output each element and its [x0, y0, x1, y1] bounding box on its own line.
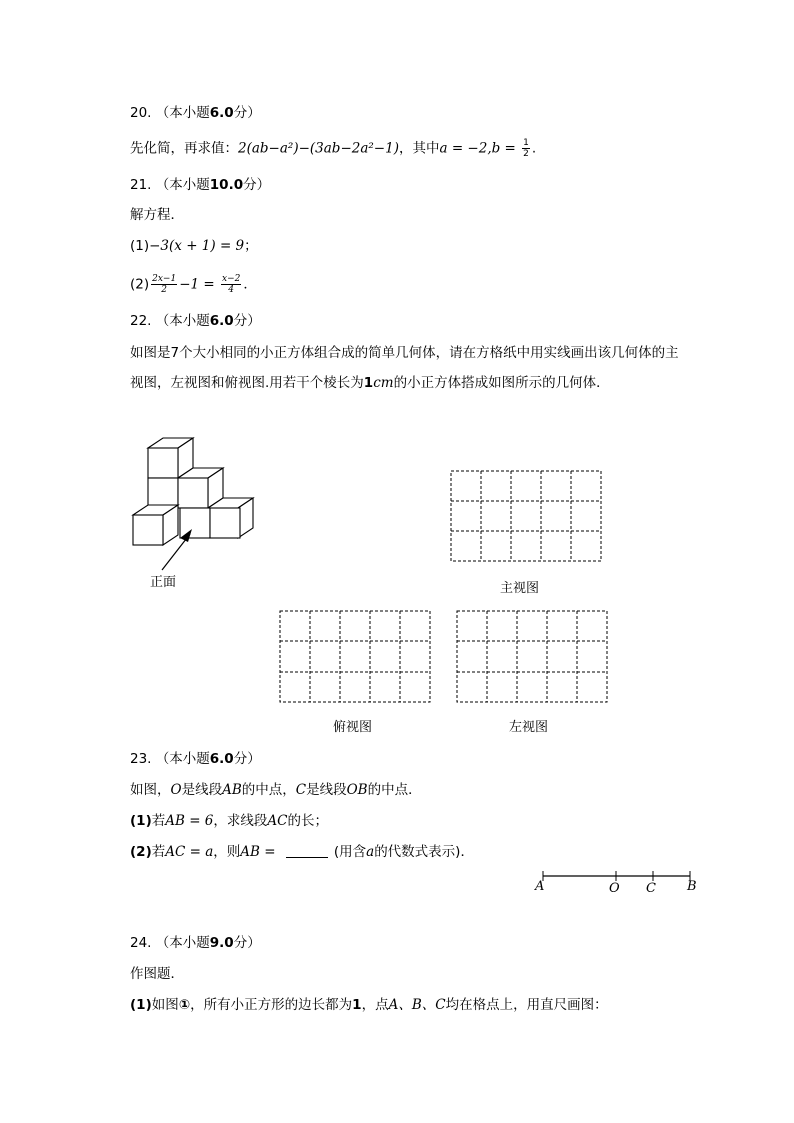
q21-header-pre: （本小题 [155, 177, 210, 193]
q23-p2-AB: AB = [240, 844, 280, 860]
q21-p2-frac2 [221, 274, 241, 295]
q22-line2-unit: cm [373, 375, 394, 391]
q23-line1-b: 的中点， [241, 782, 296, 798]
q22-number: 22. [130, 313, 152, 329]
q20-header [130, 104, 261, 122]
q23-p2-note-a: a [366, 844, 375, 860]
q22-line2-post: 的小正方体搭成如图所示的几何体． [393, 375, 610, 391]
q20-frac-num: 1 [523, 138, 529, 148]
cube-front-face [210, 508, 240, 538]
q20-text-end: . [531, 140, 537, 157]
q20-text [130, 138, 536, 159]
front-label: 正面 [150, 575, 177, 590]
q20-text-pre: 先化简，再求值： [130, 140, 238, 157]
q23-header-post: 分） [233, 751, 261, 767]
q23-p2-eq: AC = a [165, 844, 214, 860]
grid-main-view [451, 471, 601, 561]
q20-fraction [522, 138, 530, 159]
q21-number: 21. [130, 177, 152, 193]
q23-p1-AC: AC [267, 813, 288, 829]
point-A-label: A [535, 879, 545, 894]
q23-p2-pre: 若 [151, 844, 166, 860]
q23-segment-figure [0, 866, 794, 906]
q22-line2-pre: 视图，左视图和俯视图.用若干个棱长为 [130, 375, 364, 391]
q24-score: 9.0 [209, 935, 234, 951]
q23-p1-label: (1) [130, 813, 152, 829]
q23-C: C [295, 782, 307, 798]
q21-p2-label: (2) [130, 276, 150, 293]
q21-p1-label: (1) [130, 238, 150, 254]
q23-line1-a: 是线段 [181, 782, 223, 798]
q20-expression: 2(ab−a²)−(3ab−2a²−1) [238, 140, 399, 157]
q24-header-post: 分） [233, 935, 261, 951]
q24-points: A、B、C [388, 997, 446, 1013]
q23-p1-eq: AB = 6 [165, 813, 214, 829]
q21-p1-equation: −3(x + 1) = 9 [149, 238, 245, 254]
q21-p2-den2: 4 [228, 285, 235, 295]
point-C-label: C [646, 881, 656, 896]
q23-score: 6.0 [209, 751, 234, 767]
q24-p1-pre: 如图 [151, 997, 179, 1013]
q21-score: 10.0 [209, 177, 244, 193]
q23-p2-note-pre: (用含 [333, 844, 367, 860]
q22-header-post: 分） [233, 313, 261, 329]
q23-p2-mid: ，则 [213, 844, 241, 860]
q21-part2 [130, 274, 257, 295]
q23-p1-pre: 若 [151, 813, 166, 829]
q23-line1 [130, 781, 422, 799]
point-B-label: B [687, 879, 697, 894]
q20-number: 20. [130, 105, 152, 121]
point-O-label: O [609, 881, 620, 896]
q24-p1-end: 均在格点上，用直尺画图： [445, 997, 608, 1013]
q23-p1-end: 的长； [287, 813, 328, 829]
cube-front-face [178, 478, 208, 508]
q21-header-post: 分） [243, 177, 271, 193]
q20-score: 6.0 [209, 105, 234, 121]
q23-header [130, 750, 261, 768]
cube-solid [133, 438, 253, 545]
q24-p1-mid2: ，点 [361, 997, 389, 1013]
q23-part1 [130, 812, 328, 830]
q24-p1-circle: ① [178, 997, 191, 1013]
q23-p2-note-post: 的代数式表示)． [374, 844, 474, 860]
q24-instruction: 作图题． [130, 966, 184, 982]
q23-OB: OB [346, 782, 368, 798]
q21-part1 [130, 237, 258, 255]
q20-header-post: 分） [233, 105, 261, 121]
q21-instruction: 解方程． [130, 207, 184, 223]
q21-p2-mid: −1 = [179, 276, 219, 293]
q20-text-mid: ，其中 [398, 140, 440, 157]
q24-p1-label: (1) [130, 997, 152, 1013]
q22-score: 6.0 [209, 313, 234, 329]
q23-O: O [170, 782, 182, 798]
q23-line1-pre: 如图， [130, 782, 171, 798]
q24-header [130, 934, 261, 952]
q21-p2-num2: x−2 [222, 274, 241, 284]
q21-p2-end: ． [243, 276, 257, 293]
q23-answer-blank[interactable] [286, 845, 328, 858]
q21-p2-num1: 2x−1 [152, 274, 177, 284]
q23-line1-c: 是线段 [306, 782, 347, 798]
q21-p1-end: ； [244, 238, 258, 254]
q23-header-pre: （本小题 [155, 751, 210, 767]
q24-part1 [130, 996, 608, 1014]
main-view-label: 主视图 [500, 581, 540, 596]
cube-front-face [148, 448, 178, 478]
q22-line2 [130, 374, 610, 392]
q24-header-pre: （本小题 [155, 935, 210, 951]
q22-line2-num: 1 [363, 375, 374, 391]
q21-p2-frac1 [151, 274, 177, 295]
q22-header-pre: （本小题 [155, 313, 210, 329]
top-view-label: 俯视图 [333, 720, 373, 735]
q23-part2 [130, 843, 474, 861]
q22-figure [0, 430, 794, 760]
q23-number: 23. [130, 751, 152, 767]
q23-p2-label: (2) [130, 844, 152, 860]
q22-header [130, 312, 261, 330]
cube-front-face [180, 508, 210, 538]
q20-frac-den: 2 [523, 149, 529, 159]
cube-front-face [148, 478, 178, 508]
grid-left-view [457, 611, 607, 702]
left-view-label: 左视图 [509, 720, 549, 735]
q24-number: 24. [130, 935, 152, 951]
q24-p1-one: 1 [352, 997, 362, 1013]
q21-header [130, 176, 270, 194]
grid-top-view [280, 611, 430, 702]
cube-front-face [133, 515, 163, 545]
q23-AB: AB [222, 782, 242, 798]
q22-line1: 如图是7个大小相同的小正方体组合成的简单几何体，请在方格纸中用实线画出该几何体的主 [130, 345, 679, 361]
q24-p1-mid: ，所有小正方形的边长都为 [190, 997, 353, 1013]
q21-p2-den1: 2 [161, 285, 168, 295]
q20-condition: a = −2,b = [439, 140, 521, 157]
q23-p1-mid: ，求线段 [213, 813, 268, 829]
q20-header-pre: （本小题 [155, 105, 210, 121]
q23-line1-d: 的中点． [367, 782, 422, 798]
